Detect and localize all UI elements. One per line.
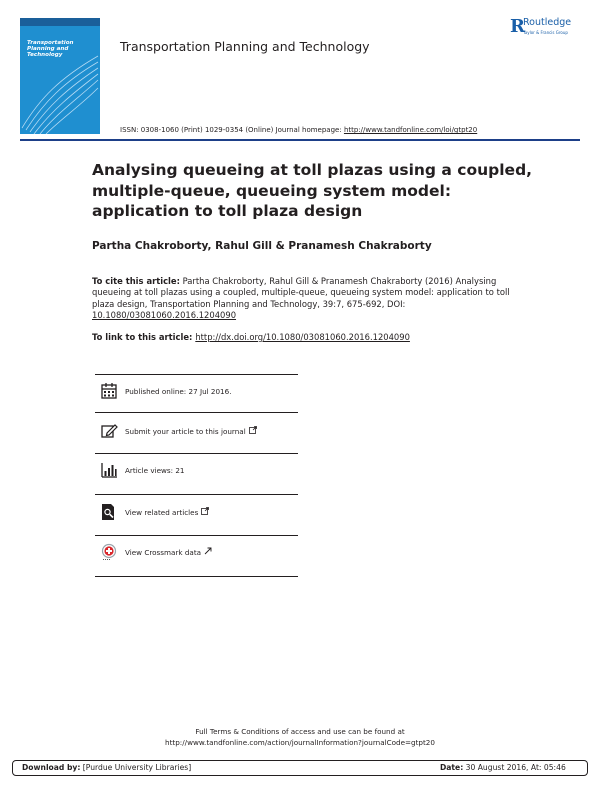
article-title: Analysing queueing at toll plazas using a coupled, multiple-queue, queueing system model: application to toll plaza design — [92, 161, 533, 220]
external-link-icon — [204, 547, 212, 557]
citation-label: To cite this article: — [92, 276, 180, 286]
issn-line — [120, 126, 477, 134]
article-views-text: Article views: 21 — [125, 465, 185, 475]
download-date-label: Date: — [440, 763, 464, 772]
published-online-text: Published online: 27 Jul 2016. — [125, 386, 232, 396]
journal-cover-image — [20, 18, 100, 134]
crossmark-icon — [100, 543, 118, 561]
journal-title[interactable]: Transportation Planning and Technology — [120, 39, 370, 54]
downloaded-by-label: Download by: — [22, 763, 81, 772]
related-articles-link[interactable]: View related articles — [125, 507, 199, 517]
info-divider — [95, 412, 298, 413]
info-row-crossmark[interactable] — [100, 542, 212, 562]
article-link-line — [92, 332, 410, 342]
calendar-icon — [100, 382, 118, 400]
info-divider — [95, 453, 298, 454]
download-date — [440, 763, 566, 772]
citation-doi-link[interactable]: 10.1080/03081060.2016.1204090 — [92, 309, 237, 320]
crossmark-link[interactable]: View Crossmark data — [125, 547, 202, 557]
issn-text: ISSN: 0308-1060 (Print) 1029-0354 (Online) Journal homepage: — [120, 126, 344, 134]
cover-title: Transportation Planning and Technology — [27, 40, 74, 59]
info-row-views — [100, 460, 185, 480]
info-divider — [95, 535, 298, 536]
external-link-icon — [249, 426, 257, 436]
info-divider-top — [95, 374, 298, 375]
link-label: To link to this article: — [92, 332, 196, 342]
submit-article-link[interactable]: Submit your article to this journal — [125, 426, 246, 436]
terms-line-1: Full Terms & Conditions of access and use can be found at — [195, 727, 405, 736]
downloaded-by — [22, 763, 191, 772]
citation-text: Partha Chakroborty, Rahul Gill & Pranamesh Chakraborty (2016) Analysing queueing at toll plazas using a coupled, multiple-queue, queueing system model: application to toll plaza design, Transportation Planning and Technology, 39:7, 675-692, DOI: — [92, 276, 510, 309]
cover-road-art — [20, 18, 100, 134]
bar-chart-icon — [100, 461, 118, 479]
citation-block — [92, 276, 532, 321]
terms-notice — [0, 727, 600, 748]
article-authors: Partha Chakroborty, Rahul Gill & Pranamesh Chakraborty — [92, 240, 432, 252]
publisher-name: Routledge — [523, 17, 572, 28]
info-row-related[interactable] — [100, 502, 209, 522]
header-divider — [20, 139, 580, 141]
journal-homepage-link[interactable]: http://www.tandfonline.com/loi/gtpt20 — [343, 126, 478, 134]
downloaded-by-value: [Purdue University Libraries] — [80, 763, 192, 772]
publisher-logo — [510, 16, 590, 40]
external-link-icon — [201, 507, 209, 517]
edit-icon — [100, 422, 118, 440]
info-row-published — [100, 381, 231, 401]
publisher-subtitle: Taylor & Francis Group — [523, 30, 568, 35]
terms-url-link[interactable]: http://www.tandfonline.com/action/journalInformation?journalCode=gtpt20 — [165, 737, 435, 747]
download-date-value: 30 August 2016, At: 05:46 — [463, 763, 566, 772]
info-divider-bottom — [95, 576, 298, 577]
info-row-submit[interactable] — [100, 421, 257, 441]
publisher-logo-mark: R — [510, 16, 525, 37]
search-document-icon — [100, 503, 118, 521]
article-doi-link[interactable]: http://dx.doi.org/10.1080/03081060.2016.1204090 — [195, 332, 410, 342]
info-divider — [95, 494, 298, 495]
